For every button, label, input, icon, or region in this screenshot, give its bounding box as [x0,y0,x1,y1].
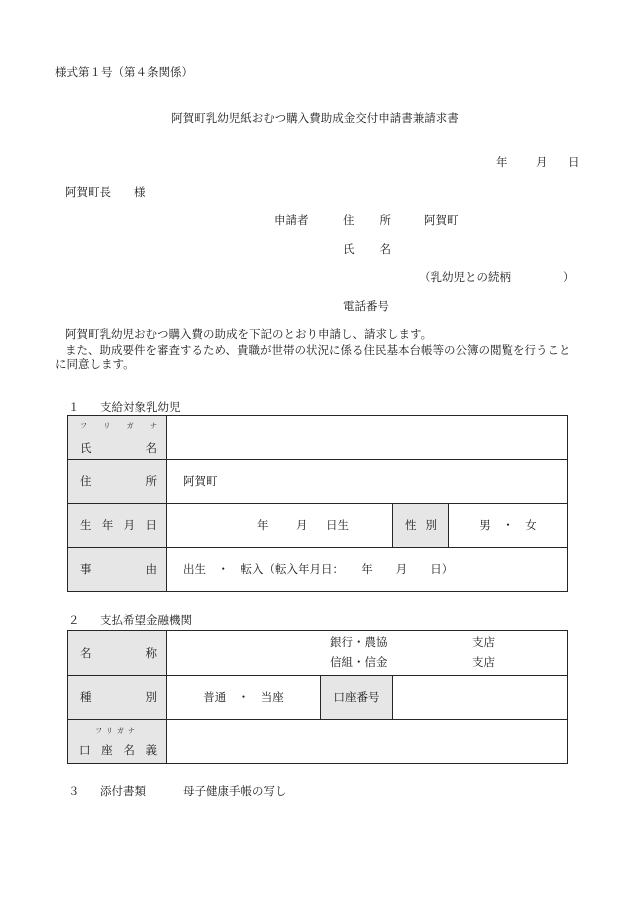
section-2-number: ２ [68,613,80,627]
applicant-label: 申請者 [274,213,309,227]
section-3-heading: 添付書類 [100,784,146,798]
attachment-document: 母子健康手帳の写し [183,784,287,798]
applicant-address-label: 住 所 [343,213,391,227]
child-birth-label-cell [67,503,167,548]
child-address-field [166,459,568,504]
child-address-label: 住 所 [80,474,157,488]
reason-label: 事 由 [80,562,157,576]
section-2-heading: 支払希望金融機関 [100,613,192,627]
account-holder-field [166,719,568,764]
applicant-phone-label: 電話番号 [343,299,389,313]
branch-label-1: 支店 [472,635,495,649]
child-address-label-cell [67,459,167,504]
branch-label-2: 支店 [472,655,495,669]
bank-type-option-1: 銀行・農協 [330,635,388,649]
account-number-label-cell [320,675,393,720]
child-sex-field [448,503,568,548]
birth-month-label: 月 [296,518,308,532]
account-holder-label: 口 座 名 義 [79,743,157,757]
child-sex-label: 性 別 [405,518,437,532]
applicant-name-label: 氏 名 [343,242,391,256]
bank-name-label-cell [67,630,167,676]
account-type-field [166,675,321,720]
document-title: 阿賀町乳幼児紙おむつ購入費助成金交付申請書兼請求書 [171,111,459,125]
reason-label-cell [67,547,167,592]
account-type-label-cell [67,675,167,720]
body-text-line: に同意します。 [55,357,135,371]
account-type-options: 普通 ・ 当座 [203,690,284,704]
birth-year-label: 年 [257,518,269,532]
child-name-label: 氏 名 [80,441,157,455]
bank-name-field [166,630,568,676]
reason-options: 出生 ・ 転入（転入年月日： 年 月 日） [183,562,454,576]
section-1-number: １ [68,400,80,414]
account-number-field [392,675,568,720]
applicant-relation-label: （乳幼児との続柄 [419,270,511,284]
body-text-line: また、助成要件を審査するため、貴職が世帯の状況に係る住民基本台帳等の公簿の閲覧を行うこと [65,343,571,357]
section-3-number: ３ [68,784,80,798]
form-number: 様式第１号（第４条関係） [55,65,193,79]
bank-name-label: 名 称 [80,646,157,660]
child-address-value: 阿賀町 [183,474,218,488]
reason-field [166,547,568,592]
child-furigana-label: フ リ ガ ナ [80,422,157,430]
account-number-label: 口座番号 [333,690,380,704]
bank-type-option-2: 信組・信金 [330,655,388,669]
child-birth-label: 生 年 月 日 [80,518,157,532]
applicant-address-value: 阿賀町 [424,213,459,227]
body-text-line: 阿賀町乳幼児おむつ購入費の助成を下記のとおり申請し、請求します。 [65,327,433,341]
date-year-label: 年 [496,155,508,169]
addressee-name: 阿賀町長 [65,185,111,199]
account-holder-label-cell [67,719,167,764]
applicant-relation-close: ） [563,270,575,284]
child-sex-label-cell [392,503,449,548]
addressee-honorific: 様 [134,185,146,199]
birth-day-label: 日生 [326,518,349,532]
child-birth-field [166,503,393,548]
child-name-label-cell [67,415,167,460]
section-1-heading: 支給対象乳幼児 [100,400,181,414]
child-name-field [166,415,568,460]
account-holder-furigana-label: フリガナ [95,727,139,735]
child-sex-options: 男 ・ 女 [479,518,537,532]
date-month-label: 月 [536,155,548,169]
date-day-label: 日 [568,155,580,169]
account-type-label: 種 別 [80,690,157,704]
